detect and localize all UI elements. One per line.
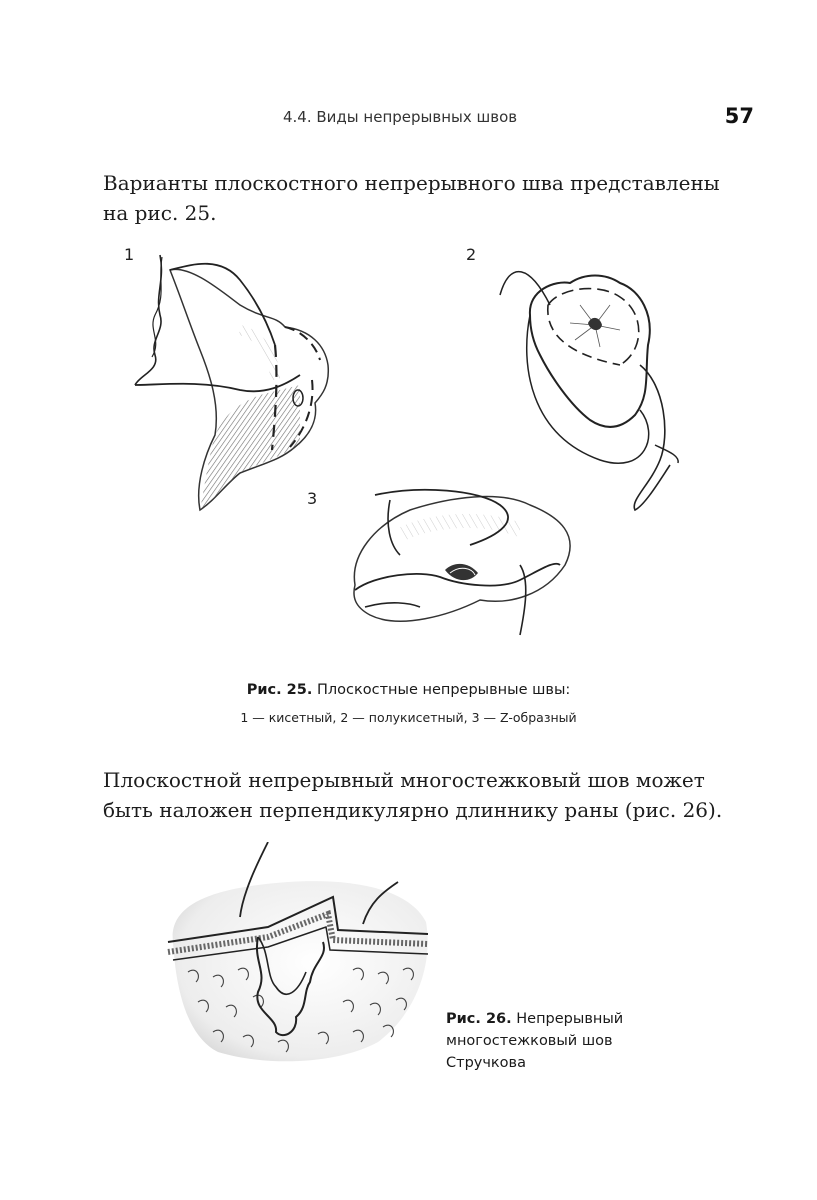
figure-25-drawing xyxy=(100,235,720,675)
figure-25 xyxy=(100,235,720,675)
page-number: 57 xyxy=(724,104,754,128)
figure-26-caption-text: Непрерывный многостежковый шов Стручкова xyxy=(446,1011,624,1071)
figure-label-2: 2 xyxy=(466,245,477,264)
figure-25-caption-text: Плоскостные непрерывные швы: xyxy=(312,682,571,698)
figure-26-caption-bold: Рис. 26. xyxy=(446,1011,512,1027)
purse-string-suture-illustration xyxy=(135,255,328,510)
figure-label-3: 3 xyxy=(307,489,318,508)
semi-purse-string-suture-illustration xyxy=(500,272,678,510)
running-title: 4.4. Виды непрерывных швов xyxy=(283,108,518,126)
second-paragraph: Плоскостной непрерывный многостежковый шов может быть наложен перпендикулярно длиннику раны (рис. 26). xyxy=(103,768,723,822)
figure-25-caption-legend: 1 — кисетный, 2 — полукисетный, 3 — Z-образный xyxy=(240,710,577,725)
z-shaped-suture-illustration xyxy=(354,490,570,635)
figure-26-drawing xyxy=(158,842,433,1072)
figure-25-caption xyxy=(0,682,817,725)
running-header xyxy=(0,104,817,132)
figure-25-caption-title xyxy=(0,682,817,698)
figure-26-caption xyxy=(446,1008,686,1074)
intro-paragraph: Варианты плоскостного непрерывного шва представлены на рис. 25. xyxy=(103,171,720,225)
figure-label-1: 1 xyxy=(124,245,135,264)
figure-26 xyxy=(158,842,433,1072)
figure-25-caption-bold: Рис. 25. xyxy=(246,682,313,698)
